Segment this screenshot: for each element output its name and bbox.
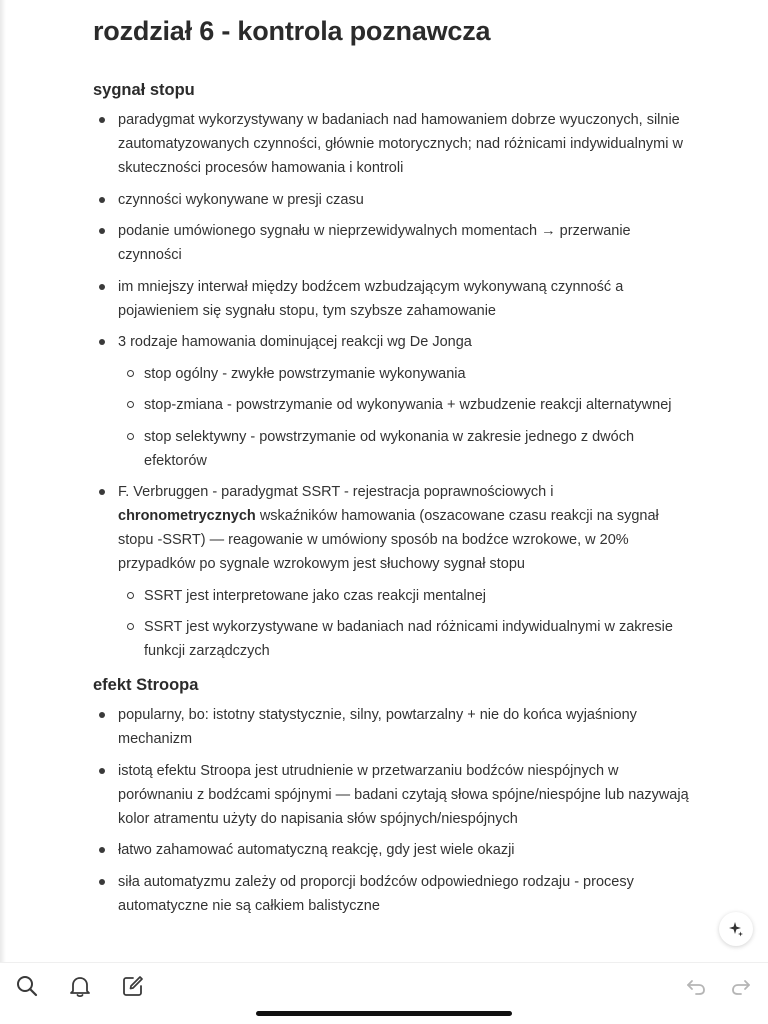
note-content[interactable]	[93, 12, 693, 925]
list-item: łatwo zahamować automatyczną reakcję, gdy jest wiele okazji	[93, 838, 693, 862]
search-button[interactable]	[14, 973, 40, 999]
compose-button[interactable]	[120, 973, 146, 999]
sub-list-item: SSRT jest interpretowane jako czas reakcji mentalnej	[118, 584, 693, 608]
compose-icon	[120, 973, 146, 999]
search-icon	[14, 973, 40, 999]
notifications-button[interactable]	[67, 973, 93, 999]
undo-button[interactable]	[683, 973, 709, 999]
redo-button[interactable]	[728, 973, 754, 999]
list-item: czynności wykonywane w presji czasu	[93, 188, 693, 212]
list-item: podanie umówionego sygnału w nieprzewidywalnych momentach → przerwanie czynności	[93, 219, 693, 267]
section-heading-stop-signal: sygnał stopu	[93, 81, 195, 99]
sub-list-item: stop ogólny - zwykłe powstrzymanie wykonywania	[118, 362, 693, 386]
list-item-text: wskaźników hamowania (oszacowane czasu reakcji na sygnał stopu -SSRT) — reagowanie w umówiony sposób na bodźce wzrokowe, w 20% przypadków po sygnale wzrokowym jest słuchowy sygnał stopu	[118, 508, 659, 572]
list-item-text: 3 rodzaje hamowania dominującej reakcji wg De Jonga	[118, 334, 472, 350]
list-item: siła automatyzmu zależy od proporcji bodźców odpowiedniego rodzaju - procesy automatyczne nie są całkiem balistyczne	[93, 870, 693, 918]
undo-icon	[683, 973, 709, 999]
sub-list-item: stop-zmiana - powstrzymanie od wykonywania + wzbudzenie reakcji alternatywnej	[118, 393, 693, 417]
list-item	[93, 330, 693, 473]
page-edge-shadow	[0, 0, 6, 1024]
sub-list-item: SSRT jest wykorzystywane w badaniach nad różnicami indywidualnymi w zakresie funkcji zarządczych	[118, 615, 693, 663]
home-indicator[interactable]	[256, 1011, 512, 1016]
sub-list-item: stop selektywny - powstrzymanie od wykonania w zakresie jednego z dwóch efektorów	[118, 425, 693, 473]
list-item: popularny, bo: istotny statystycznie, silny, powtarzalny + nie do końca wyjaśniony mechanizm	[93, 703, 693, 751]
bell-icon	[67, 973, 93, 999]
list-item: paradygmat wykorzystywany w badaniach nad hamowaniem dobrze wyuczonych, silnie zautomatyzowanych czynności, głównie motorycznych; nad różnicami indywidualnymi w skuteczności procesów hamowania i kontroli	[93, 108, 693, 180]
list-item-text: F. Verbruggen - paradygmat SSRT - rejestracja poprawnościowych i	[118, 484, 554, 500]
list-item: im mniejszy interwał między bodźcem wzbudzającym wykonywaną czynność a pojawieniem się sygnału stopu, tym szybsze zahamowanie	[93, 275, 693, 323]
list-item: istotą efektu Stroopa jest utrudnienie w przetwarzaniu bodźców niespójnych w porównaniu z bodźcami spójnymi — badani czytają słowa spójne/niespójne lub nazywają kolor atramentu użyty do napisania słów spójnych/niespójnych	[93, 759, 693, 831]
ai-assist-button[interactable]	[719, 912, 753, 946]
redo-icon	[728, 973, 754, 999]
bullet-list	[93, 108, 693, 663]
sub-list	[118, 362, 693, 473]
list-item	[93, 480, 693, 663]
bullet-list	[93, 703, 693, 918]
page-title: rozdział 6 - kontrola poznawcza	[93, 16, 491, 46]
bold-text: chronometrycznych	[118, 508, 256, 524]
section-heading-stroop: efekt Stroopa	[93, 676, 199, 694]
sparkle-icon	[727, 920, 745, 938]
sub-list	[118, 584, 693, 664]
